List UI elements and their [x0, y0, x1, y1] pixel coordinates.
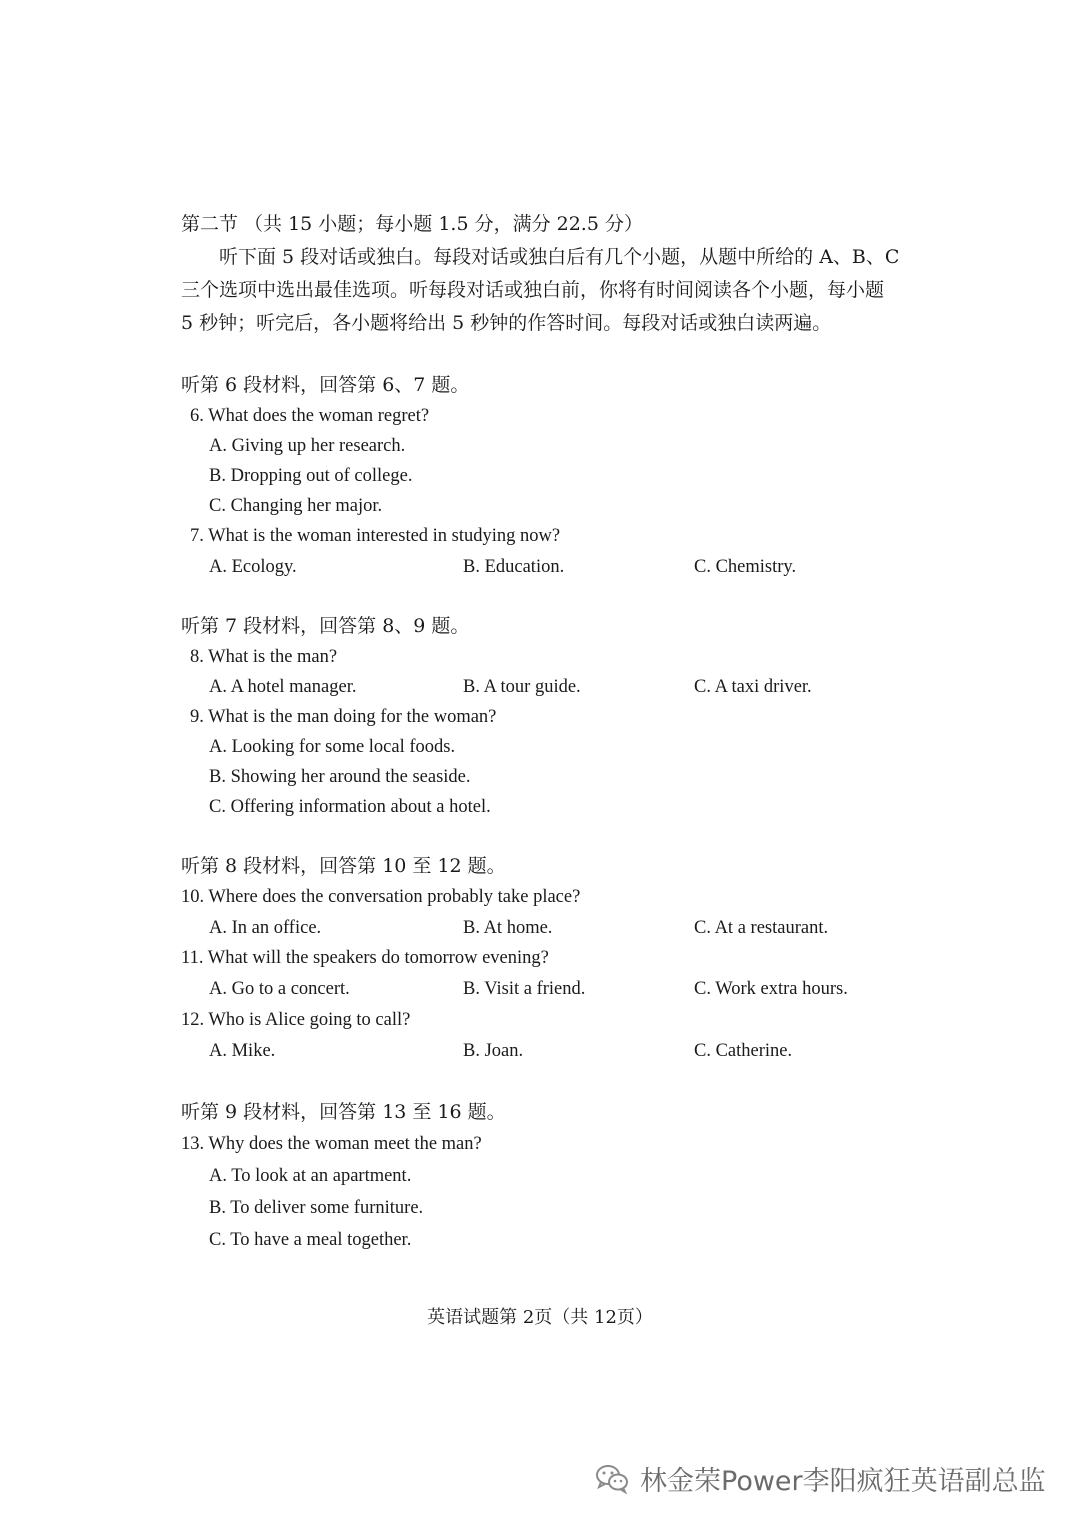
- option: A. To look at an apartment.: [209, 1166, 412, 1186]
- question-stem: 11. What will the speakers do tomorrow evening?: [181, 948, 549, 968]
- option: B. At home.: [463, 918, 553, 938]
- option: B. Dropping out of college.: [209, 466, 413, 486]
- section-instructions: 听下面 5 段对话或独白。每段对话或独白后有几个小题，从题中所给的 A、B、C 三个选项中选出最佳选项。听每段对话或独白前，你将有时间阅读各个小题，每小题 5 秒钟；听完后，各小题将给出 5 秒钟的作答时间。每段对话或独白读两遍。: [181, 246, 900, 334]
- section-title: 第二节 （共 15 小题；每小题 1.5 分，满分 22.5 分）: [181, 213, 643, 235]
- option: B. Showing her around the seaside.: [209, 767, 471, 787]
- page-footer: 英语试题第 2页（共 12页）: [427, 1307, 653, 1328]
- watermark-text: 林金荣Power李阳疯狂英语副总监: [640, 1465, 1046, 1497]
- option: B. Joan.: [463, 1041, 524, 1061]
- question-stem: 10. Where does the conversation probably take place?: [181, 887, 581, 907]
- option: C. Catherine.: [694, 1041, 793, 1061]
- option: C. At a restaurant.: [694, 918, 829, 938]
- group-heading: 听第 9 段材料，回答第 13 至 16 题。: [181, 1101, 506, 1123]
- option: B. To deliver some furniture.: [209, 1198, 424, 1218]
- option: B. Education.: [463, 557, 565, 577]
- watermark: [592, 1458, 1046, 1498]
- option: A. In an office.: [209, 918, 322, 938]
- question-stem: 12. Who is Alice going to call?: [181, 1010, 411, 1030]
- option: C. A taxi driver.: [694, 677, 812, 697]
- option: A. Ecology.: [209, 557, 297, 577]
- question-stem: 6. What does the woman regret?: [190, 406, 430, 426]
- option: B. Visit a friend.: [463, 979, 586, 999]
- option: A. A hotel manager.: [209, 677, 357, 697]
- group-heading: 听第 7 段材料，回答第 8、9 题。: [181, 615, 470, 637]
- question-stem: 13. Why does the woman meet the man?: [181, 1134, 482, 1154]
- option: C. Chemistry.: [694, 557, 797, 577]
- option: C. Changing her major.: [209, 496, 383, 516]
- question-stem: 7. What is the woman interested in studying now?: [190, 526, 561, 546]
- option: C. Offering information about a hotel.: [209, 797, 491, 817]
- group-heading: 听第 8 段材料，回答第 10 至 12 题。: [181, 855, 506, 877]
- question-stem: 8. What is the man?: [190, 647, 338, 667]
- option: C. To have a meal together.: [209, 1230, 412, 1250]
- option: C. Work extra hours.: [694, 979, 848, 999]
- option: A. Go to a concert.: [209, 979, 350, 999]
- wechat-icon: [592, 1458, 632, 1498]
- option: A. Looking for some local foods.: [209, 737, 456, 757]
- option: B. A tour guide.: [463, 677, 581, 697]
- option: A. Mike.: [209, 1041, 276, 1061]
- question-stem: 9. What is the man doing for the woman?: [190, 707, 497, 727]
- group-heading: 听第 6 段材料，回答第 6、7 题。: [181, 374, 470, 396]
- option: A. Giving up her research.: [209, 436, 406, 456]
